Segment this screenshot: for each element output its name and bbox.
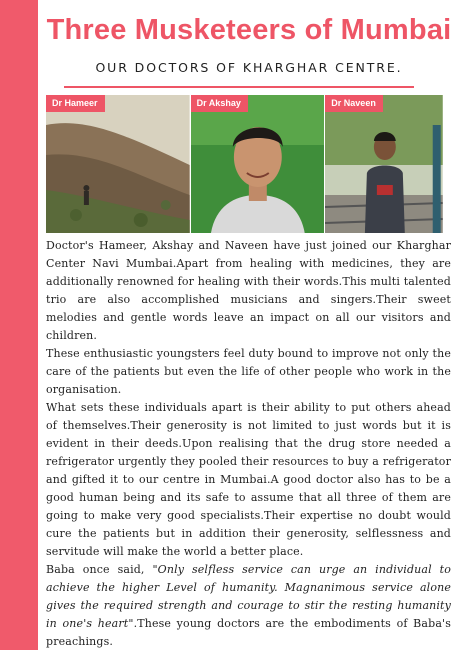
doctor-photo-strip [46, 95, 443, 233]
photo-label: Dr Naveen [325, 95, 383, 112]
portrait-image [191, 95, 325, 233]
page-subtitle: OUR DOCTORS OF KHARGHAR CENTRE. [95, 60, 403, 75]
article-body [46, 237, 451, 651]
railway-image [325, 95, 443, 233]
hillside-image [46, 95, 190, 233]
paragraph: These enthusiastic youngsters feel duty bound to improve not only the care of the patients but even the life of other people who work in the organisation. [46, 347, 451, 396]
left-accent-bar [0, 0, 38, 650]
paragraph: Doctor's Hameer, Akshay and Naveen have just joined our Kharghar Center Navi Mumbai.Apart from healing with medicines, they are additionally renowned for healing with their words.This multi talented trio are also accomplished musicians and singers.Their sweet melodies and gentle words leave an impact on all our visitors and children. [46, 239, 451, 342]
photo-label: Dr Akshay [191, 95, 248, 112]
paragraph: What sets these individuals apart is their ability to put others ahead of themselves.Their generosity is not limited to just words but it is evident in their deeds.Upon realising that the drug store needed a refrigerator urgently they pooled their resources to buy a refrigerator and gifted it to our centre in Mumbai.A good doctor also has to be a good human being and its safe to assume that all three of them are going to make very good specialists.Their expertise no doubt would cure the patients but in addition their generosity, selflessness and servitude will make the world a better place. [46, 401, 451, 558]
baba-quote: "Only selfless service can urge an individual to achieve the higher Level of humanity. Magnanimous service alone gives the required strength and courage to stir the resting humanity in one's heart" [46, 563, 451, 630]
photo-dr-naveen [325, 95, 443, 233]
page-title: Three Musketeers of Mumbai [46, 14, 452, 46]
photo-dr-akshay [191, 95, 325, 233]
photo-label: Dr Hameer [46, 95, 105, 112]
quote-outro: .These young doctors are the embodiments of Baba's preachings. [46, 617, 451, 648]
title-divider [64, 86, 414, 88]
paragraph-quote [46, 561, 451, 651]
photo-dr-hameer [46, 95, 190, 233]
quote-intro: Baba once said, [46, 563, 153, 576]
